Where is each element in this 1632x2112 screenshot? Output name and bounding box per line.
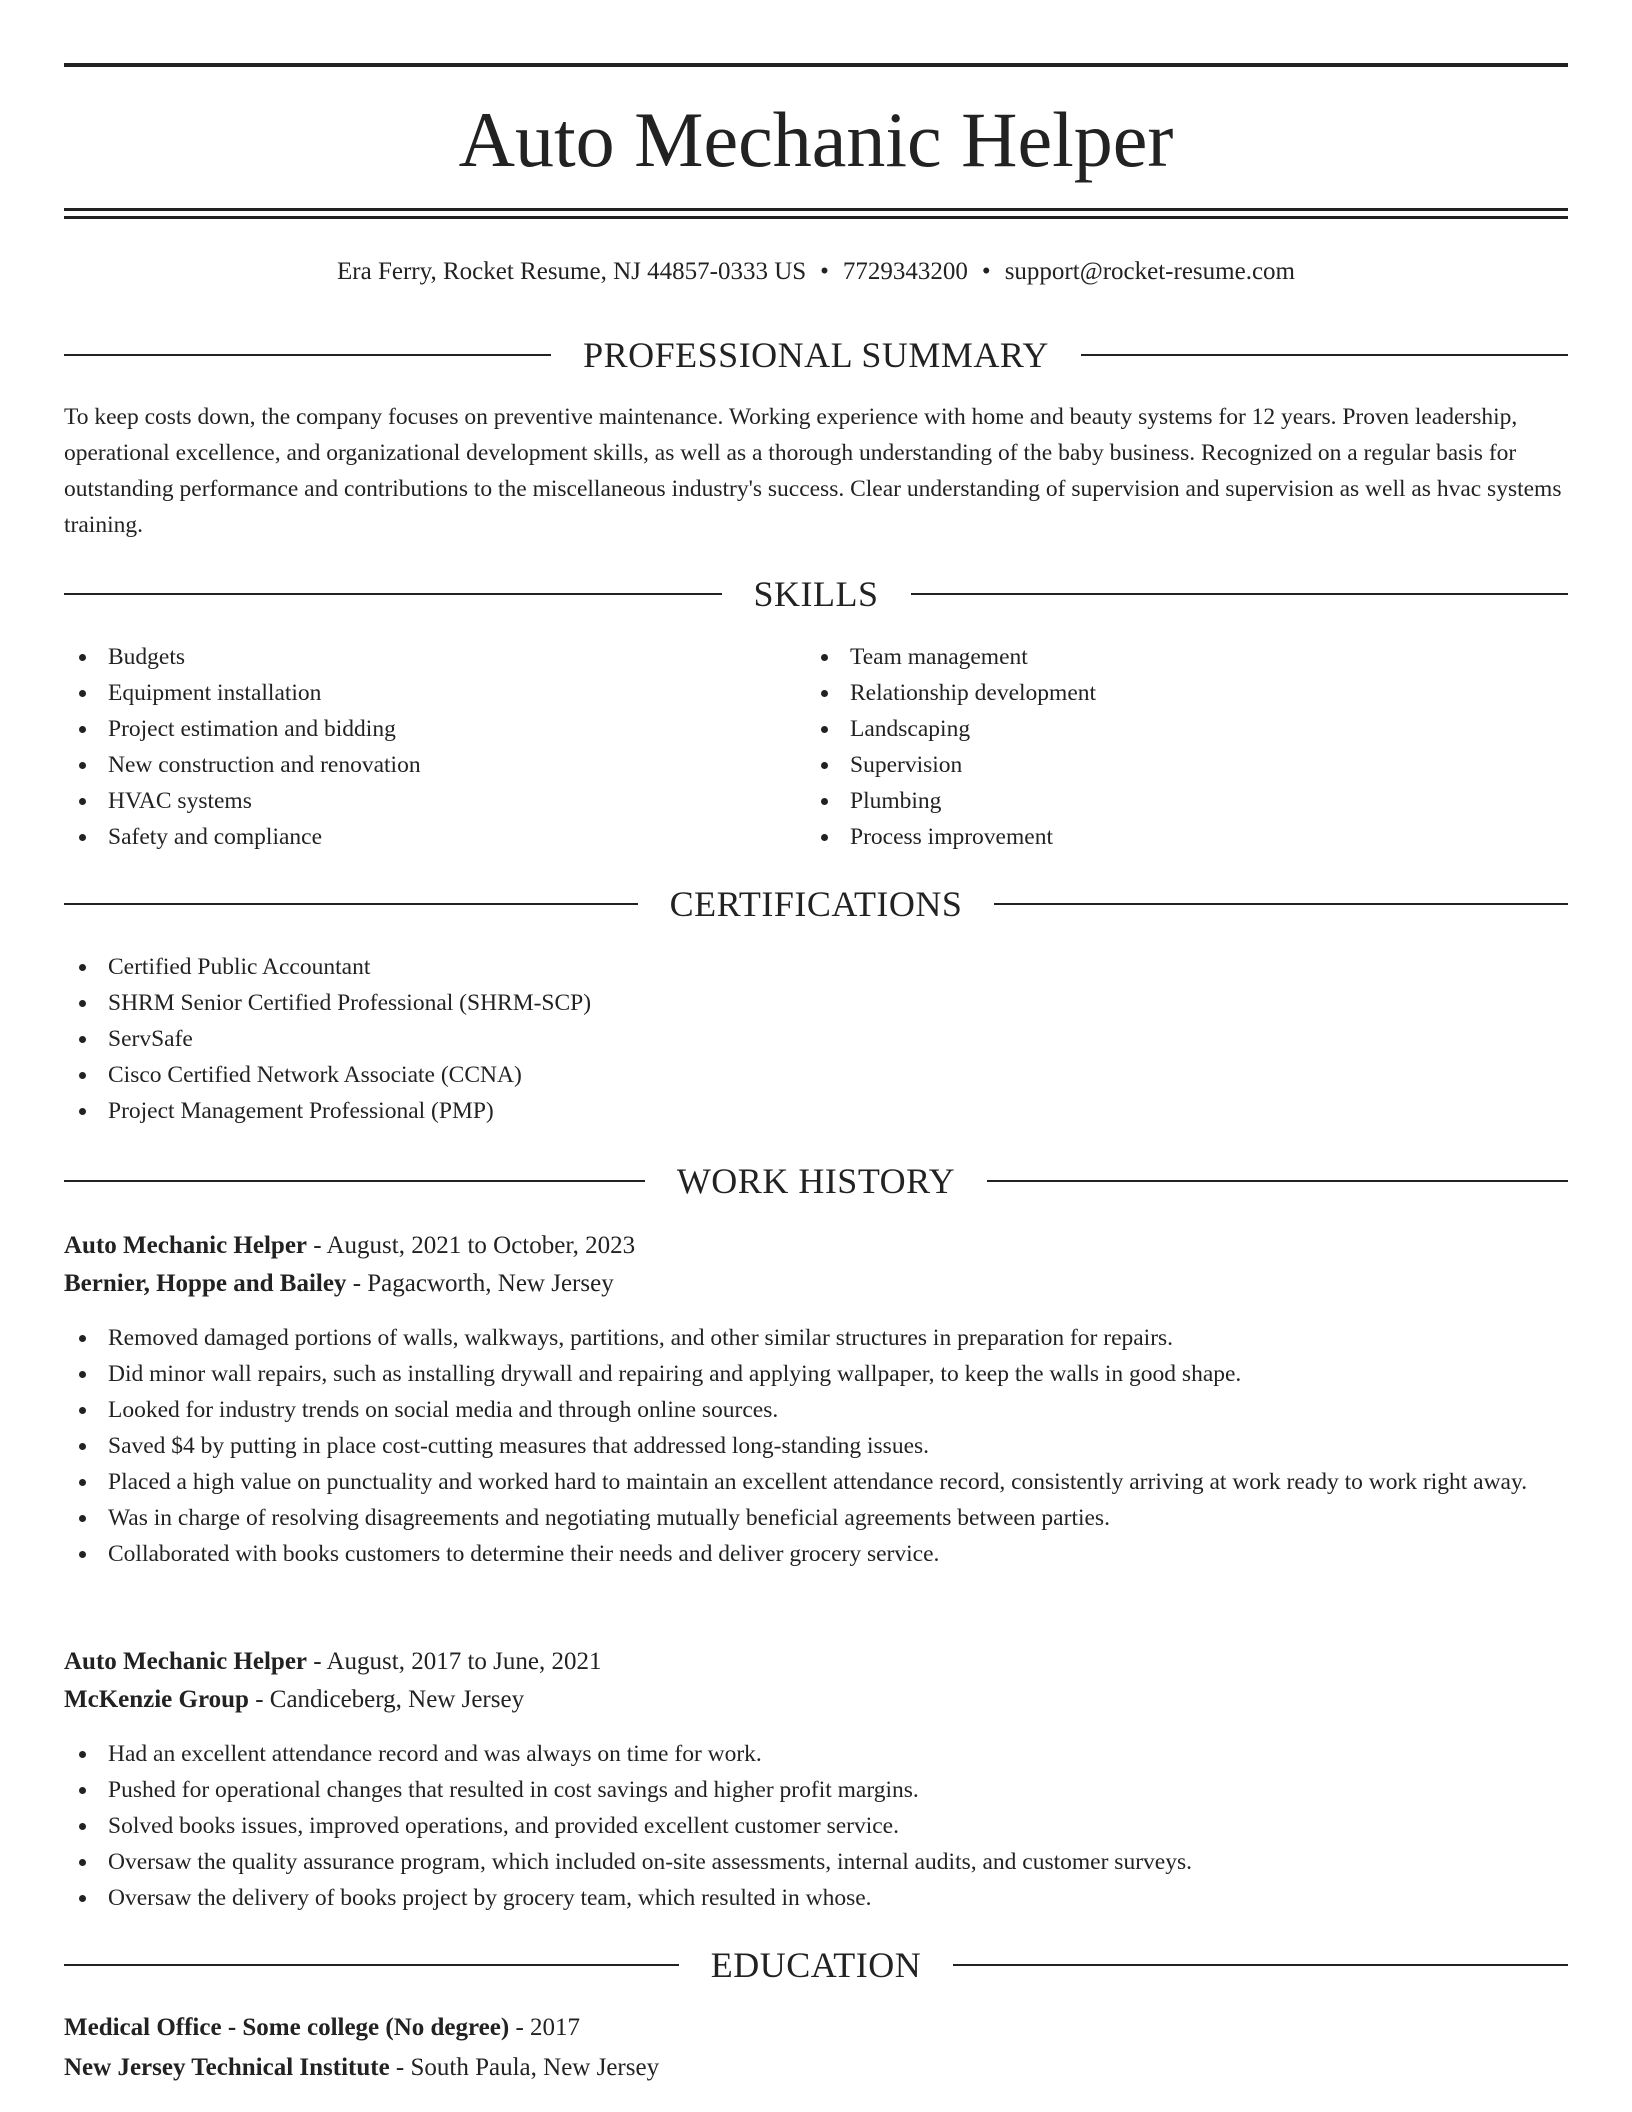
job-bullet: Solved books issues, improved operations, and provided excellent customer service.	[64, 1808, 1568, 1844]
certifications-heading	[64, 882, 1568, 926]
job-role: Auto Mechanic Helper	[64, 1648, 308, 1675]
job-company: McKenzie Group	[64, 1686, 249, 1713]
job-bullet: Oversaw the quality assurance program, which included on-site assessments, internal audits, and customer surveys.	[64, 1844, 1568, 1880]
job-dates: - August, 2021 to October, 2023	[307, 1232, 636, 1259]
job-dates: - August, 2017 to June, 2021	[307, 1648, 602, 1675]
education-title: EDUCATION	[710, 1945, 922, 1985]
summary-heading	[64, 333, 1568, 377]
summary-title: PROFESSIONAL SUMMARY	[583, 335, 1049, 375]
certifications-list	[64, 949, 1464, 1129]
contact-separator: •	[820, 258, 829, 285]
skills-title: SKILLS	[753, 574, 879, 614]
double-rule	[64, 208, 1568, 220]
certification-item: Project Management Professional (PMP)	[64, 1093, 1464, 1129]
skill-item: Supervision	[806, 747, 1506, 783]
summary-text: To keep costs down, the company focuses on preventive maintenance. Working experience with home and beauty systems for 12 years. Proven leadership, operational excellence, and organizational development skills, as well as a thorough understanding of the baby business. Recognized on a regular basis for outstanding performance and contributions to the miscellaneous industry's success. Clear understanding of supervision and supervision as well as hvac systems training.	[64, 404, 1562, 538]
education-year: - 2017	[509, 2014, 581, 2041]
contact-line	[64, 254, 1568, 290]
work-title: WORK HISTORY	[676, 1161, 956, 1201]
skills-list-left	[64, 639, 764, 855]
certification-item: Cisco Certified Network Associate (CCNA)	[64, 1057, 1464, 1093]
education-degree-line	[64, 2009, 1568, 2047]
job-title-line	[64, 1643, 1568, 1681]
certification-item: ServSafe	[64, 1021, 1464, 1057]
education-school-line	[64, 2049, 1568, 2087]
job-bullets	[64, 1736, 1568, 1916]
skill-item: Equipment installation	[64, 675, 764, 711]
skill-item: Plumbing	[806, 783, 1506, 819]
job-bullet: Oversaw the delivery of books project by grocery team, which resulted in whose.	[64, 1880, 1568, 1916]
skill-item: Team management	[806, 639, 1506, 675]
skill-item: Landscaping	[806, 711, 1506, 747]
job-bullet: Removed damaged portions of walls, walkways, partitions, and other similar structures in preparation for repairs.	[64, 1320, 1568, 1356]
contact-separator: •	[981, 258, 991, 285]
education-school: New Jersey Technical Institute	[64, 2054, 390, 2081]
job-bullet: Looked for industry trends on social media and through online sources.	[64, 1392, 1568, 1428]
job-bullet: Collaborated with books customers to determine their needs and deliver grocery service.	[64, 1536, 1568, 1572]
skill-item: Relationship development	[806, 675, 1506, 711]
job-bullet: Placed a high value on punctuality and worked hard to maintain an excellent attendance record, consistently arriving at work ready to work right away.	[64, 1464, 1568, 1500]
job-location: - Candiceberg, New Jersey	[248, 1686, 525, 1713]
skills-list-right	[806, 639, 1506, 855]
skills-heading	[64, 572, 1568, 616]
job-company-line	[64, 1681, 1568, 1719]
education-location: - South Paula, New Jersey	[389, 2054, 660, 2081]
certification-item: Certified Public Accountant	[64, 949, 1464, 985]
candidate-name: Auto Mechanic Helper	[458, 96, 1174, 183]
top-rule	[64, 63, 1568, 67]
education-heading	[64, 1943, 1568, 1987]
job-role: Auto Mechanic Helper	[64, 1232, 308, 1259]
skill-item: Project estimation and bidding	[64, 711, 764, 747]
skill-item: Safety and compliance	[64, 819, 764, 855]
skill-item: Budgets	[64, 639, 764, 675]
job-bullet: Did minor wall repairs, such as installing drywall and repairing and applying wallpaper, to keep the walls in good shape.	[64, 1356, 1568, 1392]
job-bullets	[64, 1320, 1568, 1572]
job-title-line	[64, 1227, 1568, 1265]
job-bullet: Was in charge of resolving disagreements and negotiating mutually beneficial agreements between parties.	[64, 1500, 1568, 1536]
job-location: - Pagacworth, New Jersey	[346, 1270, 614, 1297]
work-heading	[64, 1159, 1568, 1203]
certification-item: SHRM Senior Certified Professional (SHRM-SCP)	[64, 985, 1464, 1021]
skill-item: HVAC systems	[64, 783, 764, 819]
education-degree: Medical Office - Some college (No degree)	[64, 2014, 510, 2041]
job-bullet: Pushed for operational changes that resulted in cost savings and higher profit margins.	[64, 1772, 1568, 1808]
skill-item: Process improvement	[806, 819, 1506, 855]
job-company: Bernier, Hoppe and Bailey	[64, 1270, 347, 1297]
skill-item: New construction and renovation	[64, 747, 764, 783]
contact-email[interactable]: support@rocket-resume.com	[1004, 258, 1295, 285]
contact-phone: 7729343200	[842, 258, 968, 285]
job-company-line	[64, 1265, 1568, 1303]
contact-address: Era Ferry, Rocket Resume, NJ 44857-0333 US	[337, 258, 807, 285]
certifications-title: CERTIFICATIONS	[669, 884, 963, 924]
job-bullet: Had an excellent attendance record and was always on time for work.	[64, 1736, 1568, 1772]
job-bullet: Saved $4 by putting in place cost-cutting measures that addressed long-standing issues.	[64, 1428, 1568, 1464]
